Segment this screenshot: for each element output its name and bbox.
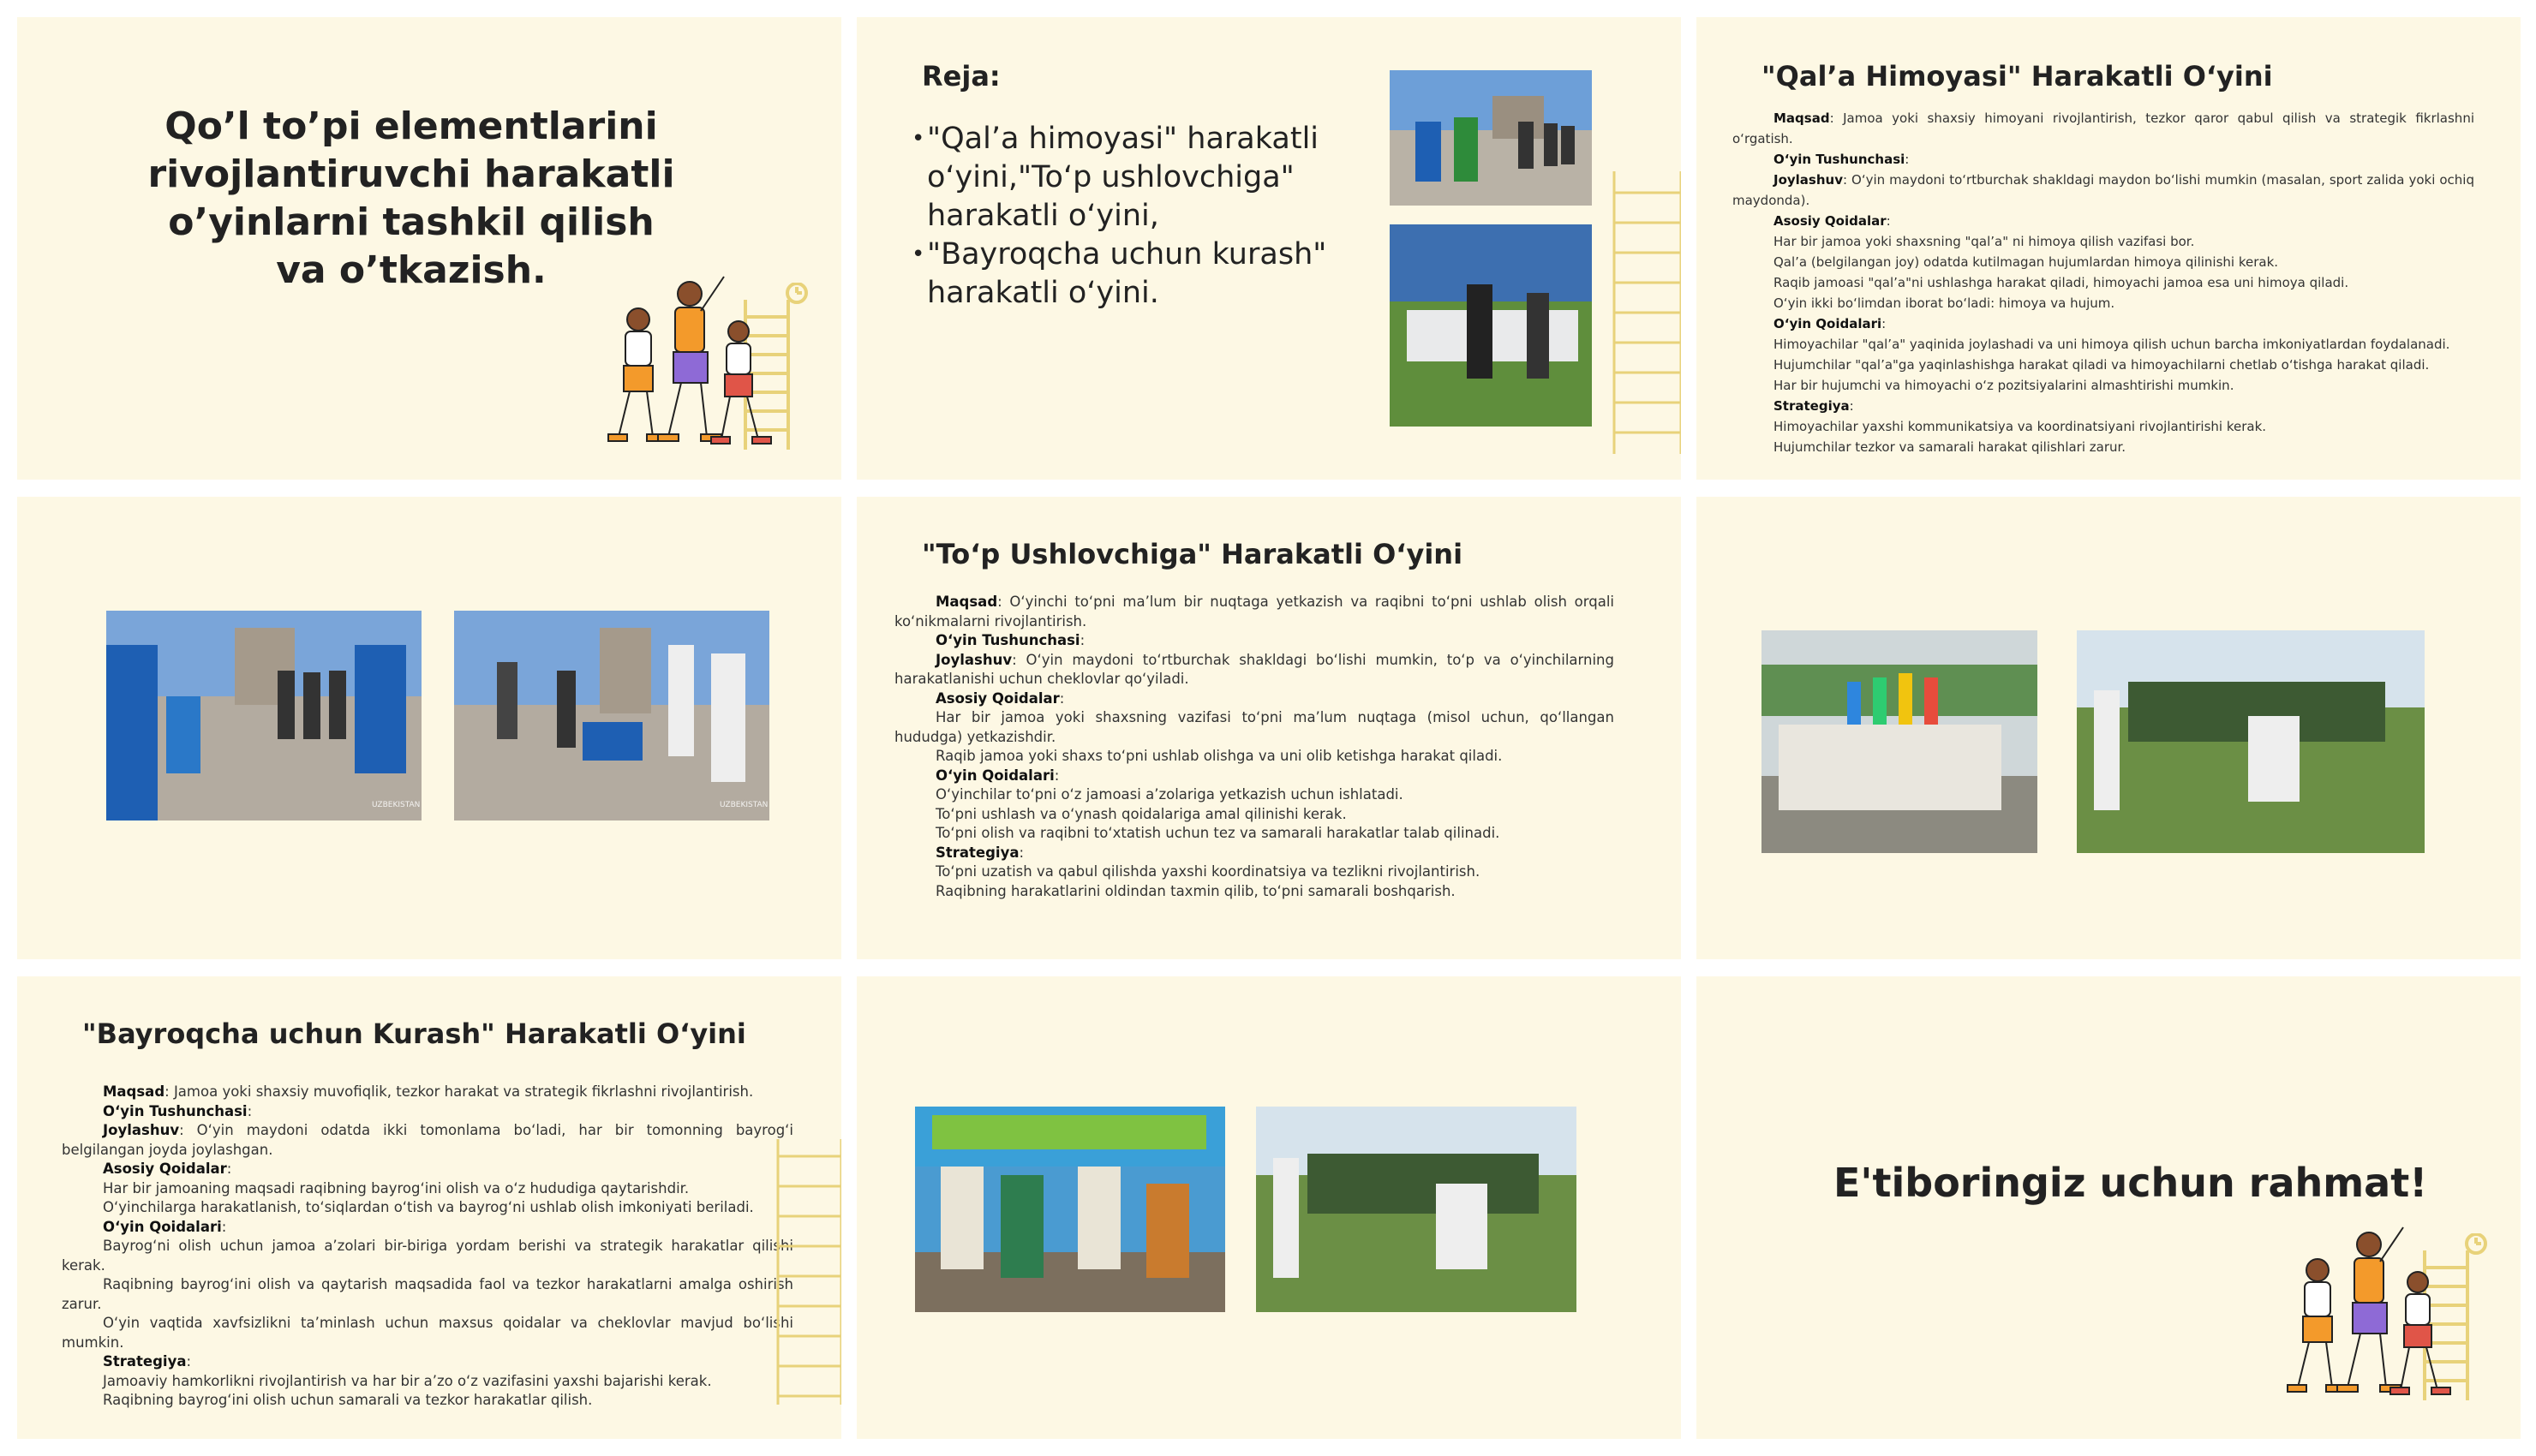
slide-8[interactable]: [857, 976, 1681, 1439]
slide-3-body: [1732, 108, 2474, 457]
row-text: :: [1849, 398, 1854, 414]
row-text: : O‘yin maydoni odatda ikki tomonlama bo‘ladi, har bir tomonning bayrog‘i belgilangan joyda joylashgan.: [62, 1122, 793, 1158]
slide-2-heading: Reja:: [922, 60, 1001, 92]
photo-rope-pull-2: [454, 611, 769, 820]
row-text: Jamoaviy hamkorlikni rivojlantirish va har bir a’zo o‘z vazifasini yaxshi bajarishi kerak.: [103, 1372, 712, 1389]
row-text: O‘yinchilar to‘pni o‘z jamoasi a’zolariga yetkazish uchun ishlatadi.: [936, 786, 1403, 803]
row-label: Maqsad: [936, 594, 998, 610]
row-label: Joylashuv: [103, 1122, 180, 1138]
text-row: [1732, 211, 2474, 231]
plan-item-2: • "Bayroqcha uchun kurash" harakatli o‘yini.: [912, 236, 1357, 313]
slide-7-body: [62, 1083, 793, 1411]
row-text: :: [1881, 316, 1887, 331]
text-row: [62, 1352, 793, 1372]
row-text: Qal’a (belgilangan joy) odatda kutilmagan hujumlardan himoya qilinishi kerak.: [1773, 254, 2279, 270]
text-row: [1732, 231, 2474, 252]
text-row: [62, 1160, 793, 1179]
row-text: :: [1059, 689, 1065, 707]
text-row: [1732, 437, 2474, 457]
photo-field-game-2: [1256, 1107, 1576, 1312]
photo-team-lineup: [1390, 224, 1592, 427]
row-text: : O‘yinchi to‘pni ma’lum bir nuqtaga yetkazish va raqibni to‘pni ushlab olish orqali ko‘nikmalarni rivojlantirish.: [894, 594, 1614, 630]
slide-5-title: "To‘p Ushlovchiga" Harakatli O‘yini: [922, 538, 1463, 570]
row-text: O‘yin vaqtida xavfsizlikni ta’minlash uchun maxsus qoidalar va cheklovlar mavjud bo‘lishi mumkin.: [62, 1315, 793, 1351]
row-text: : Jamoa yoki shaxsiy muvofiqlik, tezkor harakat va strategik fikrlashni rivojlantirish.: [164, 1083, 754, 1100]
slide-5[interactable]: [857, 497, 1681, 959]
row-text: To‘pni ushlash va o‘ynash qoidalariga amal qilinishi kerak.: [936, 805, 1347, 822]
text-row: [62, 1391, 793, 1411]
slide-2[interactable]: [857, 17, 1681, 480]
row-text: Raqib jamoasi "qal’a"ni ushlashga harakat qiladi, himoyachi jamoa esa uni himoya qiladi.: [1773, 275, 2349, 290]
row-label: O‘yin Qoidalari: [103, 1218, 222, 1235]
row-text: Har bir hujumchi va himoyachi o‘z pozitsiyalarini almashtirishi mumkin.: [1773, 378, 2234, 393]
text-row: [1732, 272, 2474, 293]
text-row: [894, 824, 1614, 844]
watermark-1: UZBEKISTAN: [372, 801, 421, 809]
row-label: Joylashuv: [1773, 172, 1843, 188]
text-row: [894, 767, 1614, 786]
photo-costume-performers: [915, 1107, 1225, 1312]
slide-1-title: Qo’l to’pi elementlarini rivojlantiruvchi harakatli o’yinlarni tashkil qilish va o’tkazish.: [147, 104, 675, 292]
slide-7-title: "Bayroqcha uchun Kurash" Harakatli O‘yini: [82, 1017, 746, 1050]
row-label: Asosiy Qoidalar: [936, 689, 1060, 707]
text-row: [1732, 334, 2474, 355]
text-row: [62, 1218, 793, 1238]
text-row: [62, 1372, 793, 1392]
text-row: [894, 785, 1614, 805]
row-text: Har bir jamoa yoki shaxsning "qal’a" ni himoya qilish vazifasi bor.: [1773, 234, 2195, 249]
row-label: Asosiy Qoidalar: [1773, 213, 1887, 229]
text-row: [62, 1237, 793, 1275]
row-text: Raqibning harakatlarini oldindan taxmin qilib, to‘pni samarali boshqarish.: [936, 882, 1456, 899]
thanks-title: E'tiboringiz uchun rahmat!: [1833, 1160, 2428, 1206]
photo-rope-pull-1: [106, 611, 422, 820]
text-row: [1732, 355, 2474, 375]
photo-rope-game: [1390, 70, 1592, 206]
row-text: :: [1905, 152, 1910, 167]
row-text: To‘pni olish va raqibni to‘xtatish uchun tez va samarali harakatlar talab qilinadi.: [936, 825, 1500, 841]
row-text: Raqib jamoa yoki shaxs to‘pni ushlab olishga va uni olib ketishga harakat qiladi.: [936, 748, 1503, 764]
text-row: [1732, 375, 2474, 396]
row-text: : O‘yin maydoni to‘rtburchak shakldagi bo‘lishi mumkin, to‘p va o‘yinchilarning harakatlanishi uchun cheklovlar qo‘yiladi.: [894, 651, 1614, 687]
text-row: [894, 862, 1614, 882]
row-text: :: [1886, 213, 1891, 229]
watermark-2: UZBEKISTAN: [720, 801, 769, 809]
text-row: [1732, 416, 2474, 437]
row-text: :: [221, 1218, 227, 1235]
row-text: : Jamoa yoki shaxsiy himoyani rivojlantirish, tezkor qaror qabul qilish va strategik fikrlashni o‘rgatish.: [1732, 110, 2474, 146]
row-label: O‘yin Tushunchasi: [936, 632, 1080, 648]
slide-9[interactable]: [1696, 976, 2521, 1439]
text-row: [1732, 170, 2474, 211]
text-row: [62, 1275, 793, 1314]
slide-3[interactable]: [1696, 17, 2521, 480]
row-text: O‘yin ikki bo‘limdan iborat bo‘ladi: himoya va hujum.: [1773, 295, 2115, 311]
row-text: Hujumchilar tezkor va samarali harakat qilishlari zarur.: [1773, 439, 2126, 455]
row-text: To‘pni uzatish va qabul qilishda yaxshi koordinatsiya va tezlikni rivojlantirish.: [936, 863, 1480, 880]
row-text: Har bir jamoaning maqsadi raqibning bayrog‘ini olish va o‘z hududiga qaytarishdir.: [103, 1179, 690, 1196]
slide-7[interactable]: [17, 976, 841, 1439]
text-row: [1732, 108, 2474, 149]
ladder-decoration: [773, 1139, 841, 1405]
text-row: [1732, 149, 2474, 170]
row-text: : O‘yin maydoni to‘rtburchak shakldagi maydon bo‘lishi mumkin (masalan, sport zalida yoki ochiq maydonda).: [1732, 172, 2474, 208]
row-label: O‘yin Qoidalari: [936, 767, 1055, 784]
slide-1[interactable]: [17, 17, 841, 480]
row-label: O‘yin Qoidalari: [1773, 316, 1882, 331]
plan-list: [912, 120, 1357, 313]
text-row: [62, 1083, 793, 1102]
text-row: [894, 844, 1614, 863]
row-text: :: [186, 1353, 192, 1369]
text-row: [894, 689, 1614, 709]
text-row: [894, 747, 1614, 767]
row-label: Joylashuv: [936, 651, 1013, 668]
text-row: [1732, 252, 2474, 272]
row-text: :: [1019, 844, 1025, 861]
text-row: [1732, 313, 2474, 334]
row-text: :: [1054, 767, 1060, 784]
row-text: Raqibning bayrog‘ini olish va qaytarish maqsadida faol va tezkor harakatlarni amalga oshirish zarur.: [62, 1276, 793, 1312]
row-label: Strategiya: [103, 1353, 187, 1369]
text-row: [894, 631, 1614, 651]
row-label: Strategiya: [936, 844, 1020, 861]
row-text: Bayrog‘ni olish uchun jamoa a’zolari bir-biriga yordam berishi va strategik harakatlar qilishi kerak.: [62, 1238, 793, 1274]
row-text: Hujumchilar "qal’a"ga yaqinlashishga harakat qiladi va himoyachilarni chetlab o‘tishga harakat qiladi.: [1773, 357, 2430, 373]
text-row: [62, 1198, 793, 1218]
text-row: [1732, 293, 2474, 313]
text-row: [894, 805, 1614, 825]
row-text: :: [247, 1102, 253, 1119]
text-row: [894, 708, 1614, 747]
slide-5-body: [894, 593, 1614, 901]
row-label: Asosiy Qoidalar: [103, 1161, 227, 1177]
row-label: Maqsad: [103, 1083, 165, 1100]
text-row: [62, 1121, 793, 1160]
slide-6[interactable]: [1696, 497, 2521, 959]
text-row: [62, 1102, 793, 1122]
row-text: :: [226, 1161, 232, 1177]
row-text: Raqibning bayrog‘ini olish uchun samarali va tezkor harakatlar qilish.: [103, 1392, 593, 1408]
row-label: Maqsad: [1773, 110, 1830, 126]
text-row: [894, 882, 1614, 902]
row-text: :: [1080, 632, 1086, 648]
text-row: [894, 593, 1614, 631]
row-label: O‘yin Tushunchasi: [1773, 152, 1905, 167]
text-row: [894, 651, 1614, 689]
row-text: Har bir jamoa yoki shaxsning vazifasi to‘pni ma’lum nuqtaga (misol uchun, qo‘llangan hududga) yetkazishdir.: [894, 709, 1614, 745]
row-text: Himoyachilar yaxshi kommunikatsiya va koordinatsiyani rivojlantirishi kerak.: [1773, 419, 2267, 434]
slide-3-title: "Qal’a Himoyasi" Harakatli O‘yini: [1761, 60, 2273, 92]
text-row: [62, 1179, 793, 1199]
text-row: [62, 1314, 793, 1352]
slide-4[interactable]: [17, 497, 841, 959]
row-text: O‘yinchilarga harakatlanish, to‘siqlardan o‘tish va bayrog‘ni ushlab olish imkoniyati beriladi.: [103, 1199, 754, 1215]
children-figures-illustration: [2279, 1220, 2476, 1409]
row-text: Himoyachilar "qal’a" yaqinida joylashadi va uni himoya qilish uchun barcha imkoniyatlardan foydalanadi.: [1773, 337, 2450, 352]
photo-field-game: [2077, 630, 2425, 853]
photo-flag-dancers: [1761, 630, 2037, 853]
text-row: [1732, 396, 2474, 416]
row-label: O‘yin Tushunchasi: [103, 1102, 248, 1119]
row-label: Strategiya: [1773, 398, 1850, 414]
ladder-decoration: [1609, 171, 1681, 454]
plan-item-1: • "Qal’a himoyasi" harakatli o‘yini,"To‘p ushlovchiga" harakatli o‘yini,: [912, 120, 1357, 236]
children-figures-illustration: [600, 270, 797, 458]
